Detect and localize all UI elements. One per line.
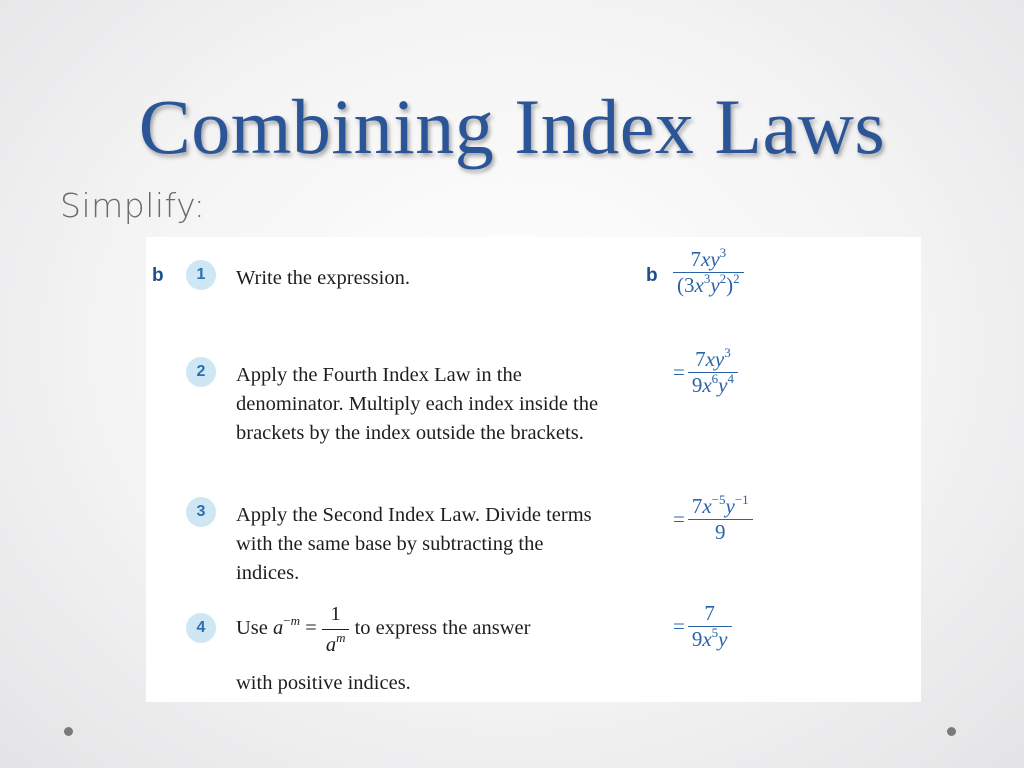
slide-title: Combining Index Laws — [138, 83, 886, 170]
step-4-text-line2: with positive indices. — [236, 672, 411, 694]
worked-example-panel — [146, 237, 921, 702]
part-label-right: b — [646, 265, 658, 286]
step-1-expression: $\frac{7xy^3}{(3x^3y^2)^2}$ — [673, 247, 744, 298]
part-label-left: b — [152, 265, 164, 286]
step-4-text — [236, 599, 636, 698]
nav-dot-left — [64, 727, 73, 736]
step-2-number: 2 — [186, 357, 216, 387]
slide-subtitle: Simplify: — [60, 186, 206, 225]
step-3-expression: = $\frac{7x^{-5}y^{-1}}{9}$ — [673, 494, 753, 545]
step-4-text-before: Use — [236, 617, 268, 640]
nav-dot-right — [947, 727, 956, 736]
step-4-rule: $a^{-m}$ = $\frac{1}{a^m}$ — [273, 617, 355, 639]
step-1-number: 1 — [186, 260, 216, 290]
step-1-text: Write the expression. — [236, 267, 410, 289]
step-3-number: 3 — [186, 497, 216, 527]
step-4-number: 4 — [186, 613, 216, 643]
step-3-text: Apply the Second Index Law. Divide terms with the same base by subtracting the indices. — [236, 504, 592, 584]
step-4-expression: = $\frac{7}{9x^5y}$ — [673, 601, 732, 652]
step-2-expression: = $\frac{7xy^3}{9x^6y^4}$ — [673, 347, 738, 398]
step-2-text: Apply the Fourth Index Law in the denominator. Multiply each index inside the brackets by the index outside the brackets. — [236, 364, 599, 444]
step-4-text-after: to express the answer — [354, 617, 531, 640]
